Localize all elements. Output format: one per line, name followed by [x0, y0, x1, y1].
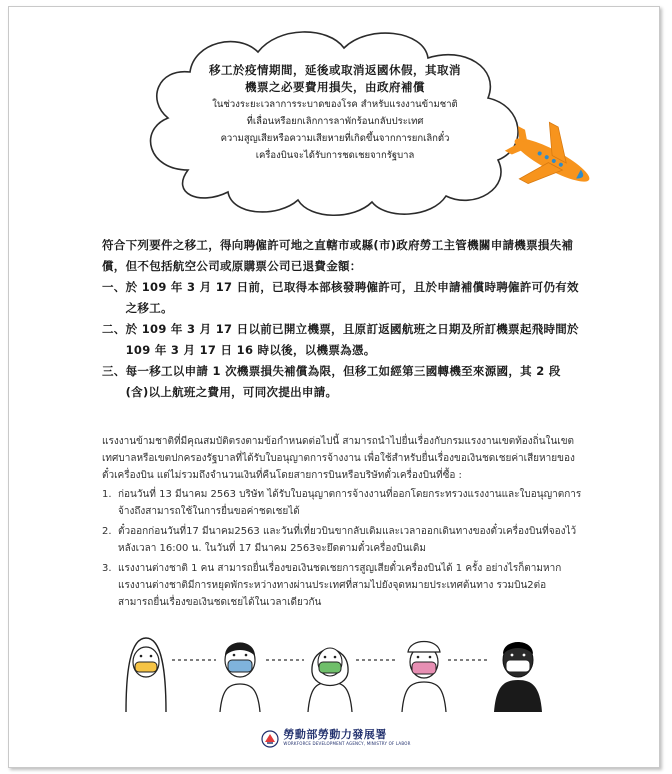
requirement-item-2	[102, 319, 582, 361]
person-5-icon	[494, 642, 542, 712]
cloud-thai-line-4: เครื่องบินจะได้รับการชดเชยจากรัฐบาล	[255, 150, 415, 161]
logo-english-name: WORKFORCE DEVELOPMENT AGENCY, MINISTRY OF LABOR	[283, 741, 411, 746]
masked-people-illustration	[120, 632, 560, 712]
person-1-icon	[126, 638, 166, 712]
requirement-text: 於 109 年 3 月 17 日前，已取得本部核發聘僱許可，且於申請補償時聘僱許可仍有效之移工。	[125, 280, 579, 315]
cloud-thai-line-1: ในช่วงระยะเวลาการระบาดของโรค สำหรับแรงงานข้ามชาติ	[212, 99, 458, 110]
requirement-number: 一、	[102, 280, 126, 294]
requirement-item-3	[102, 361, 582, 403]
thai-item-text: ตั๋วออกก่อนวันที่17 มีนาคม2563 และวันที่เที่ยวบินขากลับเดิมและเวลาออกเดินทางของตั๋วเครื่องบินที่จองไว้หลังเวลา 16:00 น. ในวันที่ 17 มีนาคม 2563จะยึดตามตั๋วเครื่องบินเดิม	[118, 526, 577, 554]
requirement-item-1	[102, 277, 582, 319]
thai-item-text: แรงงานต่างชาติ 1 คน สามารถยื่นเรื่องขอเงินชดเชยการสูญเสียตั๋วเครื่องบินได้ 1 ครั้ง อย่างไรก็ตามหากแรงงานต่างชาติมีการหยุดพักระหว่างทางผ่านประเทศที่สามไปยังจุดหมายประเทศต้นทาง รวมบิน2ต่อ สามารถยื่นเรื่องขอเงินชดเชยได้ในเวลาเดียวกัน	[118, 563, 562, 608]
person-3-icon	[308, 648, 352, 712]
cloud-text	[150, 62, 520, 164]
thai-intro: แรงงานข้ามชาติที่มีคุณสมบัติตรงตามข้อกำหนดต่อไปนี้ สามารถนำไปยื่นเรื่องกับกรมแรงงานเขตท้องถิ่นในเขตเทศบาลหรือเขตปกครองรัฐบาลที่ได้รับใบอนุญาตการจ้างงาน เพื่อใช้สำหรับยื่นเรื่องขอเงินชดเชยค่าเสียหายของตั๋วเครื่องบิน แต่ไม่รวมถึงจำนวนเงินที่คืนโดยสายการบินหรือบริษัทตั๋วเครื่องบินที่ซื้อ :	[102, 436, 575, 481]
cloud-title-line-1: 移工於疫情期間，延後或取消返國休假，其取消	[209, 63, 461, 77]
requirement-number: 二、	[102, 322, 126, 336]
requirements-intro: 符合下列要件之移工，得向聘僱許可地之直轄市或縣(市)政府勞工主管機關申請機票損失補償，但不包括航空公司或原購票公司已退費金額：	[102, 238, 574, 273]
thai-section	[102, 433, 584, 614]
airplane-icon	[502, 120, 602, 200]
logo-text	[283, 730, 410, 748]
requirement-number: 三、	[102, 364, 126, 378]
thai-list-item-1	[102, 486, 584, 520]
cloud-thai-line-2: ที่เลื่อนหรือยกเลิกการลาพักร้อนกลับประเทศ	[246, 116, 424, 127]
footer-logo	[0, 730, 672, 748]
requirements-section	[102, 235, 582, 403]
thai-item-text: ก่อนวันที่ 13 มีนาคม 2563 บริษัท ได้รับใบอนุญาตการจ้างงานที่ออกโดยกระทรวงแรงงานและใบอนุญาตการจ้างถึงสามารถใช้ในการยื่นขอค่าชดเชยได้	[118, 489, 582, 517]
cloud-title-line-2: 機票之必要費用損失，由政府補償	[245, 80, 425, 94]
thai-item-number: 1.	[102, 489, 112, 500]
person-2-icon	[220, 643, 260, 713]
thai-list-item-3	[102, 560, 584, 611]
thai-item-number: 2.	[102, 526, 112, 537]
logo-chinese-name: 勞動部勞動力發展署	[283, 728, 387, 741]
requirement-text: 於 109 年 3 月 17 日以前已開立機票，且原訂返國航班之日期及所訂機票起飛時間於 109 年 3 月 17 日 16 時以後，以機票為憑。	[125, 322, 579, 357]
thai-list-item-2	[102, 523, 584, 557]
requirement-text: 每一移工以申請 1 次機票損失補償為限，但移工如經第三國轉機至來源國，其 2 段(含)以上航班之費用，可同次提出申請。	[125, 364, 561, 399]
cloud-thai-line-3: ความสูญเสียหรือความเสียหายที่เกิดขึ้นจากการยกเลิกตั๋ว	[220, 133, 450, 144]
agency-logo-icon	[261, 730, 279, 748]
thai-item-number: 3.	[102, 563, 112, 574]
thai-list	[102, 486, 584, 611]
person-4-icon	[402, 642, 446, 713]
